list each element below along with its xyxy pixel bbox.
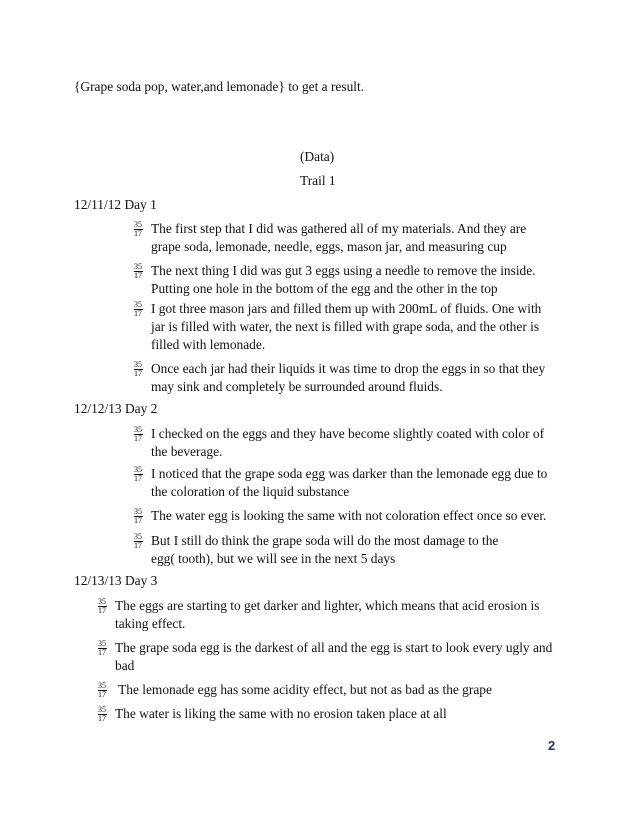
list-item-line: egg( tooth), but we will see in the next 5 days (151, 551, 396, 566)
list-item-line: bad (115, 658, 135, 673)
list-item (132, 300, 562, 354)
list-item-line: The first step that I did was gathered all of my materials. And they are (151, 221, 527, 236)
bullet-marker-icon: 35 17 (134, 507, 142, 525)
bullet-marker-icon: 35 17 (134, 532, 142, 550)
day-1-heading: 12/11/12 Day 1 (74, 197, 157, 212)
list-item (96, 681, 566, 699)
list-item (132, 425, 562, 461)
list-item (96, 705, 566, 723)
list-item-line: Putting one hole in the bottom of the egg and the other in the top (151, 281, 498, 296)
list-item-line: The next thing I did was gut 3 eggs using a needle to remove the inside. (151, 263, 536, 278)
list-item-line: The water egg is looking the same with not coloration effect once so ever. (151, 508, 547, 523)
bullet-marker-icon: 35 17 (98, 705, 106, 723)
bullet-marker-icon: 35 17 (98, 639, 106, 657)
list-item-line: The water is liking the same with no erosion taken place at all (115, 706, 447, 721)
bullet-marker-icon: 35 17 (134, 425, 142, 443)
intro-line: {Grape soda pop, water,and lemonade} to get a result. (74, 79, 365, 94)
list-item-line: the coloration of the liquid substance (151, 484, 350, 499)
list-item-line: grape soda, lemonade, needle, eggs, mason jar, and measuring cup (151, 239, 507, 254)
list-item-line: I checked on the eggs and they have become slightly coated with color of (151, 426, 545, 441)
bullet-marker-icon: 35 17 (134, 262, 142, 280)
list-item (96, 597, 566, 633)
bullet-marker-icon: 35 17 (134, 300, 142, 318)
list-item-line: filled with lemonade. (151, 337, 266, 352)
list-item-line: The eggs are starting to get darker and lighter, which means that acid erosion is (115, 598, 540, 613)
bullet-marker-icon: 35 17 (134, 465, 142, 483)
trial-heading: Trail 1 (300, 173, 336, 188)
bullet-marker-icon: 35 17 (98, 597, 106, 615)
page-number: 2 (548, 738, 556, 753)
list-item-line: The lemonade egg has some acidity effect, but not as bad as the grape (115, 682, 492, 697)
list-item-line: But I still do think the grape soda will do the most damage to the (151, 533, 499, 548)
bullet-marker-icon: 35 17 (98, 681, 106, 699)
bullet-marker-icon: 35 17 (134, 360, 142, 378)
list-item (96, 639, 566, 675)
list-item-line: I noticed that the grape soda egg was darker than the lemonade egg due to (151, 466, 548, 481)
list-item (132, 532, 562, 568)
section-heading: (Data) (300, 149, 335, 164)
list-item-line: may sink and completely be surrounded around fluids. (151, 379, 443, 394)
day-3-heading: 12/13/13 Day 3 (74, 573, 158, 588)
list-item-line: The grape soda egg is the darkest of all and the egg is start to look every ugly and (115, 640, 553, 655)
list-item (132, 220, 562, 256)
list-item-line: the beverage. (151, 444, 223, 459)
list-item-line: Once each jar had their liquids it was time to drop the eggs in so that they (151, 361, 546, 376)
list-item (132, 465, 562, 501)
list-item-line: taking effect. (115, 616, 186, 631)
day-2-heading: 12/12/13 Day 2 (74, 401, 158, 416)
list-item-line: I got three mason jars and filled them up with 200mL of fluids. One with (151, 301, 542, 316)
bullet-marker-icon: 35 17 (134, 220, 142, 238)
list-item (132, 360, 562, 396)
list-item (132, 507, 562, 525)
list-item-line: jar is filled with water, the next is filled with grape soda, and the other is (151, 319, 540, 334)
list-item (132, 262, 562, 298)
